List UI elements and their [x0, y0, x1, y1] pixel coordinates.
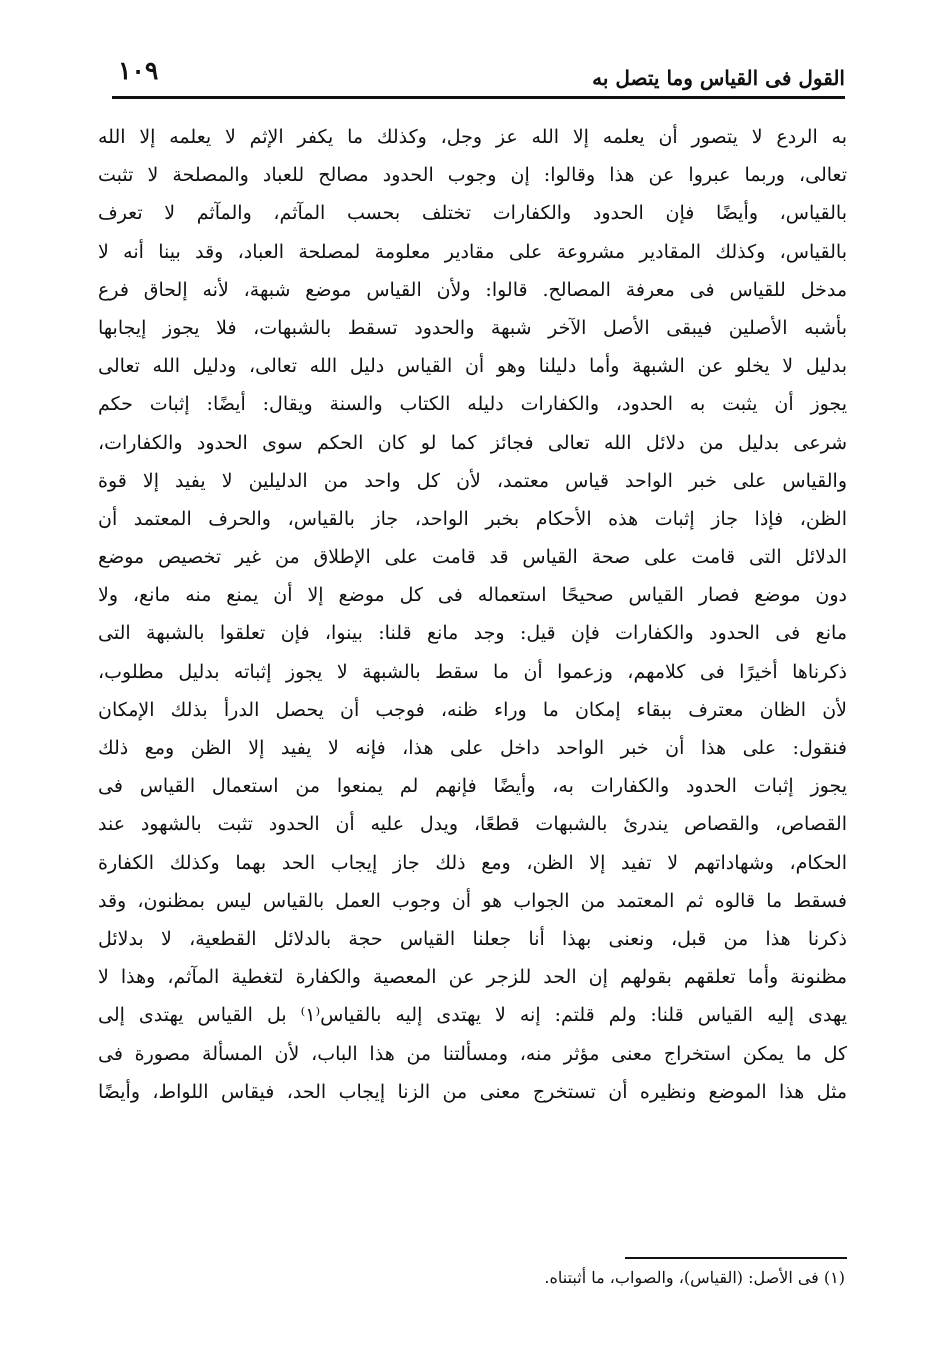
page-number: ١٠٩ — [118, 56, 159, 85]
text-line: الظن، فإذا جاز إثبات هذه الأحكام بخبر الواحد، جاز بالقياس، والحرف المعتمد أن — [98, 507, 847, 530]
text-line: به الردع لا يتصور أن يعلمه إلا الله عز وجل، وكذلك ما يكفر الإثم لا يعلمه إلا الله — [98, 126, 847, 148]
text-line: فنقول: على هذا أن خبر الواحد داخل على هذا، فإنه لا يفيد إلا الظن ومع ذلك — [98, 737, 847, 759]
text-line: كل ما يمكن استخراج معنى مؤثر منه، ومسألتنا من هذا الباب، لأن المسألة مصورة فى — [98, 1042, 847, 1065]
text-line: فسقط ما قالوه ثم المعتمد من الجواب هو أن وجوب العمل بالقياس ليس بمظنون، وقد — [98, 889, 847, 912]
text-line: بدليل لا يخلو عن الشبهة وأما دليلنا وهو أن القياس دليل الله تعالى، ودليل الله تعالى — [98, 355, 847, 378]
text-line: تعالى، وربما عبروا عن هذا وقالوا: إن وجوب الحدود مصالح للعباد والمصلحة لا تثبت — [98, 164, 847, 187]
header-rule — [112, 96, 845, 99]
text-line: يجوز إثبات الحدود والكفارات به، وأيضًا فإنهم لم يمنعوا من استعمال القياس فى — [98, 775, 847, 798]
text-line: بالقياس، وكذلك المقادير مشروعة على مقادير معلومة لمصلحة العباد، وقد بينا أنه لا — [98, 240, 847, 263]
text-line: مدخل للقياس فى معرفة المصالح. قالوا: ولأن القياس موضع شبهة، لأنه إلحاق فرع — [98, 278, 847, 301]
text-line: مثل هذا الموضع ونظيره أن تستخرج معنى من الزنا إيجاب الحد، فيقاس اللواط، وأيضًا — [98, 1080, 847, 1103]
footnote-rule — [625, 1257, 847, 1259]
body-text — [98, 118, 847, 1111]
text-line: بالقياس، وأيضًا فإن الحدود والكفارات تختلف بحسب المآثم، والمآثم لا تعرف — [98, 202, 847, 225]
text-line: الحكام، وشهاداتهم لا تفيد إلا الظن، ومع ذلك جاز إيجاب الحد بهما وكذلك الكفارة — [98, 851, 847, 874]
text-line: ذكرنا هذا من قبل، ونعنى بهذا أنا جعلنا القياس حجة بالدلائل القطعية، لا بدلائل — [98, 927, 847, 950]
text-line: القصاص، والقصاص يندرئ بالشبهات قطعًا، ويدل عليه أن الحدود تثبت بالشهود عند — [98, 813, 847, 836]
text-line: مانع فى الحدود والكفارات فإن قيل: وجد مانع قلنا: بينوا، فإن تعلقوا بالشبهة التى — [98, 622, 847, 645]
text-line: مظنونة وأما تعلقهم بقولهم إن الحد للزجر عن المعصية والكفارة لتغطية المآثم، وهذا لا — [98, 966, 847, 989]
text-line: لأن الظان معترف ببقاء إمكان ما وراء ظنه، فوجب أن يحصل الدرأ بذلك الإمكان — [98, 698, 847, 721]
running-title: القول فى القياس وما يتصل به — [592, 66, 845, 90]
text-line: ذكرناها أخيرًا فى كلامهم، وزعموا أن ما سقط بالشبهة لا يجوز إثباته بدليل مطلوب، — [98, 660, 847, 683]
text-line: يهدى إليه القياس قلنا: ولم قلتم: إنه لا يهتدى إليه بالقياس⁽١⁾ بل القياس يهتدى إلى — [98, 1004, 847, 1027]
page-header — [112, 56, 845, 96]
text-line: يجوز أن يثبت به الحدود، والكفارات دليله الكتاب والسنة ويقال: أيضًا: إثبات حكم — [98, 393, 847, 416]
footnote: (١) فى الأصل: (القياس)، والصواب، ما أثبتناه. — [544, 1268, 845, 1287]
text-line: بأشبه الأصلين فيبقى الأصل الآخر شبهة والحدود تسقط بالشبهات، فلا يجوز إيجابها — [98, 316, 847, 339]
text-line: دون موضع فصار القياس صحيحًا استعماله فى كل موضع إلا أن يمنع منه مانع، ولا — [98, 584, 847, 607]
text-line: الدلائل التى قامت على صحة القياس قد قامت على الإطلاق من غير تخصيص موضع — [98, 546, 847, 569]
text-line: شرعى بدليل من دلائل الله تعالى فجائز كما لو كان الحكم سوى الحدود والكفارات، — [98, 431, 847, 454]
text-line: والقياس على خبر الواحد قياس معتمد، لأن كل واحد من الدليلين لا يفيد إلا قوة — [98, 469, 847, 492]
